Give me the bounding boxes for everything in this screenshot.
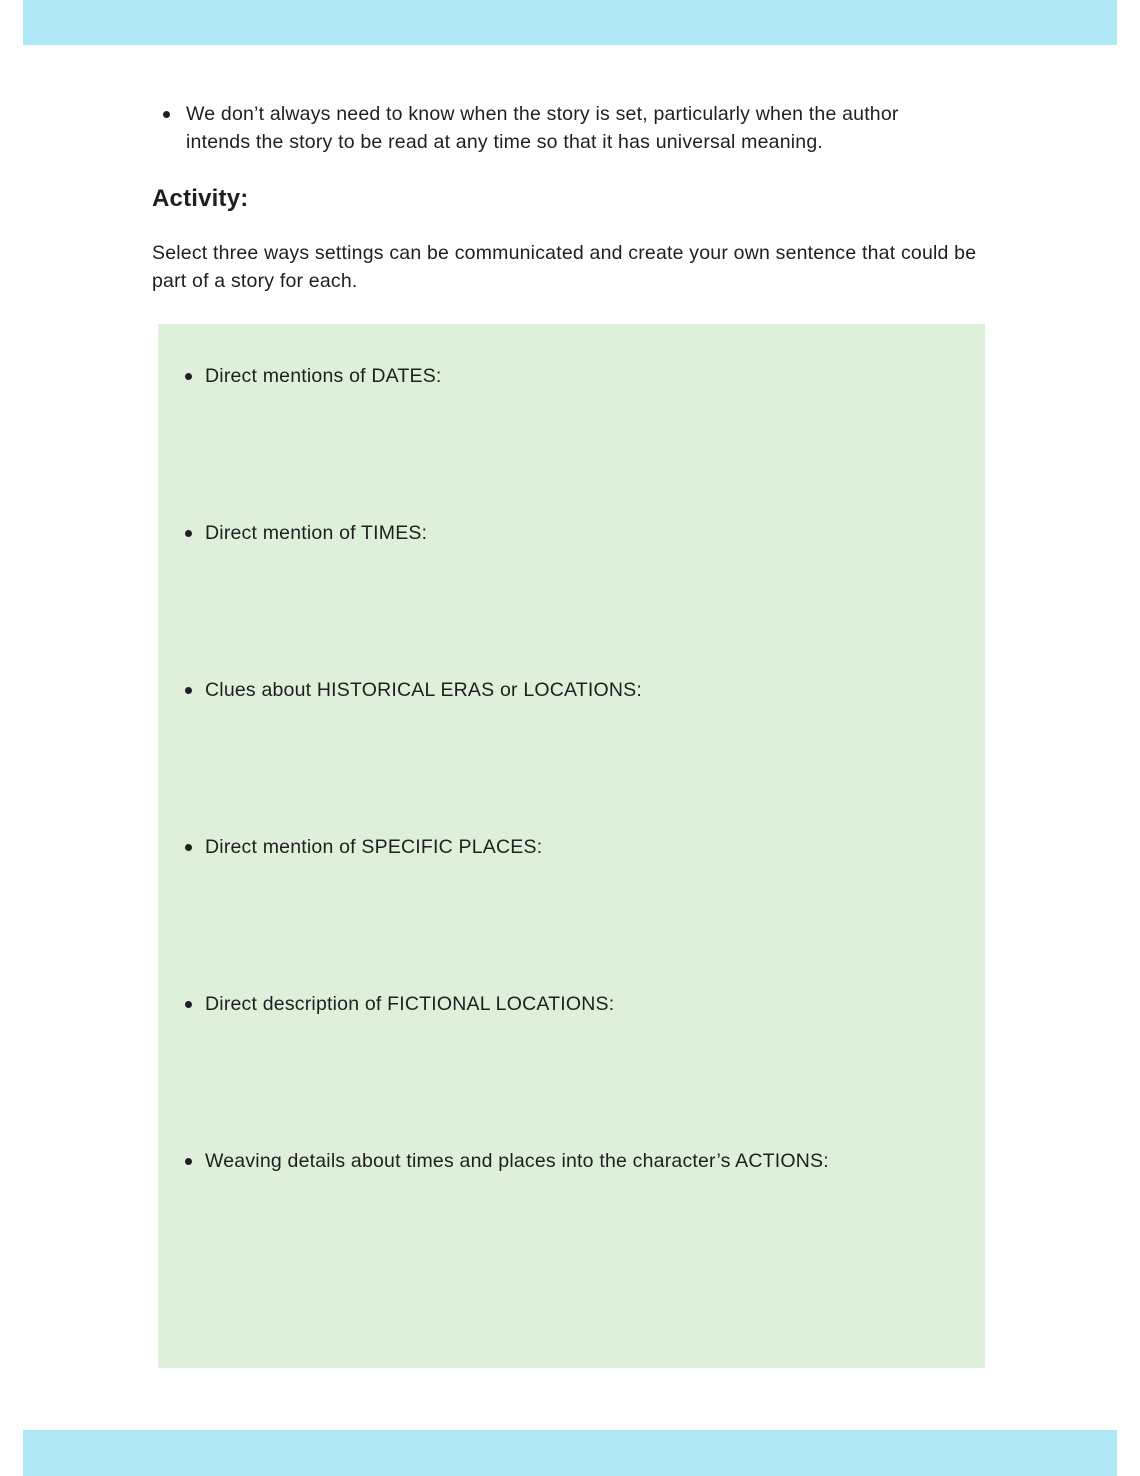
worksheet-item-specific-places <box>185 835 955 992</box>
bullet-icon <box>185 373 192 380</box>
bullet-icon <box>185 687 192 694</box>
intro-bullet-item <box>163 101 958 156</box>
bullet-icon <box>185 1158 192 1165</box>
worksheet-item-label: Direct mention of SPECIFIC PLACES: <box>205 836 543 858</box>
bullet-icon <box>185 1001 192 1008</box>
bullet-icon <box>185 844 192 851</box>
bullet-icon <box>185 530 192 537</box>
worksheet-item-label: Direct description of FICTIONAL LOCATIONS: <box>205 993 615 1015</box>
activity-instructions: Select three ways settings can be communicated and create your own sentence that could be part of a story for each. <box>152 242 977 292</box>
worksheet-item-character-actions <box>185 1149 955 1306</box>
worksheet-item-label: Direct mentions of DATES: <box>205 365 442 387</box>
intro-bullet-text: We don’t always need to know when the story is set, particularly when the author intends the story to be read at any time so that it has universal meaning. <box>186 103 899 153</box>
worksheet-item-dates <box>185 364 955 521</box>
activity-response-box <box>158 324 985 1368</box>
worksheet-item-list <box>158 324 985 1306</box>
worksheet-item-label: Weaving details about times and places into the character’s ACTIONS: <box>205 1150 829 1172</box>
top-accent-bar <box>23 0 1117 45</box>
activity-heading: Activity: <box>152 185 249 212</box>
bottom-accent-bar <box>23 1430 1117 1476</box>
worksheet-item-fictional-locations <box>185 992 955 1149</box>
worksheet-item-historical-eras <box>185 678 955 835</box>
worksheet-item-label: Direct mention of TIMES: <box>205 522 428 544</box>
worksheet-item-label: Clues about HISTORICAL ERAS or LOCATIONS: <box>205 679 642 701</box>
bullet-icon <box>163 111 170 118</box>
worksheet-item-times <box>185 521 955 678</box>
